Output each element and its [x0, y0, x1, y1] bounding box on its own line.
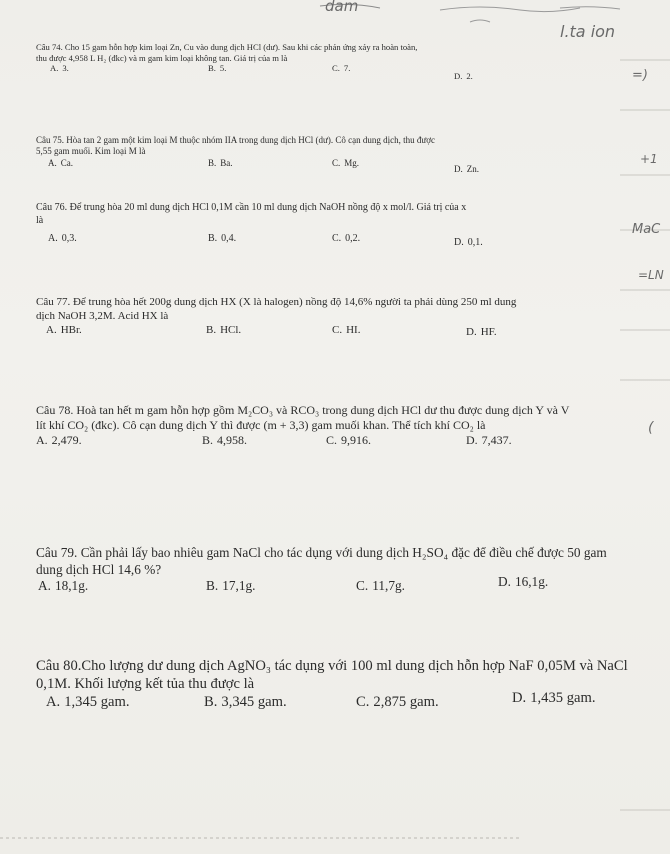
option-d[interactable]: D. 7,437. [466, 433, 512, 447]
option-d[interactable]: D. HF. [466, 325, 497, 338]
option-b[interactable]: B. Ba. [208, 157, 233, 168]
question-79 [36, 545, 646, 600]
option-d[interactable]: D. 2. [454, 71, 473, 82]
margin-note: ( [648, 420, 654, 436]
option-d[interactable]: D. Zn. [454, 163, 479, 174]
option-a[interactable]: A. Ca. [48, 157, 73, 168]
option-c[interactable]: C. 2,875 gam. [356, 694, 439, 711]
margin-note: MaC [632, 222, 661, 237]
question-stem: 0,1M. Khối lượng kết tủa thu được là [36, 676, 255, 693]
margin-note: =) [632, 68, 648, 83]
option-d[interactable]: D. 16,1g. [498, 574, 549, 590]
option-d[interactable]: D. 0,1. [454, 237, 483, 248]
handwriting-top-word: dam [325, 0, 359, 15]
option-a[interactable]: A. 1,345 gam. [46, 694, 130, 711]
question-stem: Câu 78. Hoà tan hết m gam hỗn hợp gồm M₂CO₃ và RCO₃ trong dung dịch HCl dư thu được dung dịch Y và V [36, 403, 570, 417]
question-stem: là [36, 214, 44, 226]
question-stem: dịch NaOH 3,2M. Acid HX là [36, 309, 169, 322]
option-b[interactable]: B. 17,1g. [206, 578, 256, 594]
bottom-dashed-line [0, 820, 670, 850]
option-a[interactable]: A. 0,3. [48, 233, 77, 244]
handwriting-top-right: l.ta ion [560, 22, 616, 41]
question-stem: Câu 79. Cần phải lấy bao nhiêu gam NaCl cho tác dụng với dung dịch H₂SO₄ đặc để điều chế được 50 gam [36, 545, 607, 560]
question-stem: 5,55 gam muối. Kim loại M là [36, 146, 146, 157]
option-c[interactable]: C. 7. [332, 63, 351, 74]
question-stem: dung dịch HCl 14,6 %? [36, 561, 162, 577]
question-stem: thu được 4,958 L H₂ (đkc) và m gam kim loại không tan. Giá trị của m là [36, 52, 288, 63]
option-b[interactable]: B. 5. [208, 63, 227, 74]
question-80 [36, 657, 656, 715]
option-d[interactable]: D. 1,435 gam. [512, 690, 596, 707]
option-c[interactable]: C. 0,2. [332, 233, 361, 244]
question-stem: Câu 76. Để trung hòa 20 ml dung dịch HCl 0,1M cần 10 ml dung dịch NaOH nồng độ x mol/l. Giá trị của x [36, 202, 467, 213]
option-b[interactable]: B. 4,958. [202, 433, 248, 447]
question-stem: Câu 77. Để trung hòa hết 200g dung dịch HX (X là halogen) nồng độ 14,6% người ta phải dùng 250 ml dung [36, 296, 517, 308]
option-a[interactable]: A. 18,1g. [38, 578, 89, 594]
option-c[interactable]: C. Mg. [332, 157, 360, 168]
question-stem: Câu 80.Cho lượng dư dung dịch AgNO₃ tác dụng với 100 ml dung dịch hỗn hợp NaF 0,05M và NaCl [36, 658, 628, 674]
question-76 [36, 202, 626, 251]
question-stem: Câu 74. Cho 15 gam hỗn hợp kim loại Zn, Cu vào dung dịch HCl (dư). Sau khi các phản ứng xảy ra hoàn toàn, [36, 42, 418, 52]
question-stem: lít khí CO₂ (đkc). Cô cạn dung dịch Y thì được (m + 3,3) gam muối khan. Thể tích khí CO₂ là [36, 418, 486, 432]
option-b[interactable]: B. 0,4. [208, 233, 237, 244]
option-a[interactable]: A. 2,479. [36, 433, 82, 447]
option-a[interactable]: A. HBr. [46, 323, 82, 336]
option-a[interactable]: A. 3. [50, 63, 69, 74]
question-stem: Câu 75. Hòa tan 2 gam một kim loại M thuộc nhóm IIA trong dung dịch HCl (dư). Cô cạn dung dịch, thu được [36, 135, 435, 145]
question-78 [36, 403, 636, 453]
option-b[interactable]: B. 3,345 gam. [204, 694, 287, 711]
option-b[interactable]: B. HCl. [206, 323, 242, 336]
option-c[interactable]: C. 9,916. [326, 433, 372, 447]
question-74 [36, 42, 606, 82]
margin-note: +1 [640, 152, 658, 166]
question-77 [36, 296, 626, 344]
option-c[interactable]: C. HI. [332, 323, 361, 336]
question-75 [36, 135, 616, 176]
margin-ruled-lines [620, 0, 670, 854]
option-c[interactable]: C. 11,7g. [356, 578, 405, 594]
margin-note: =LN [638, 268, 664, 282]
